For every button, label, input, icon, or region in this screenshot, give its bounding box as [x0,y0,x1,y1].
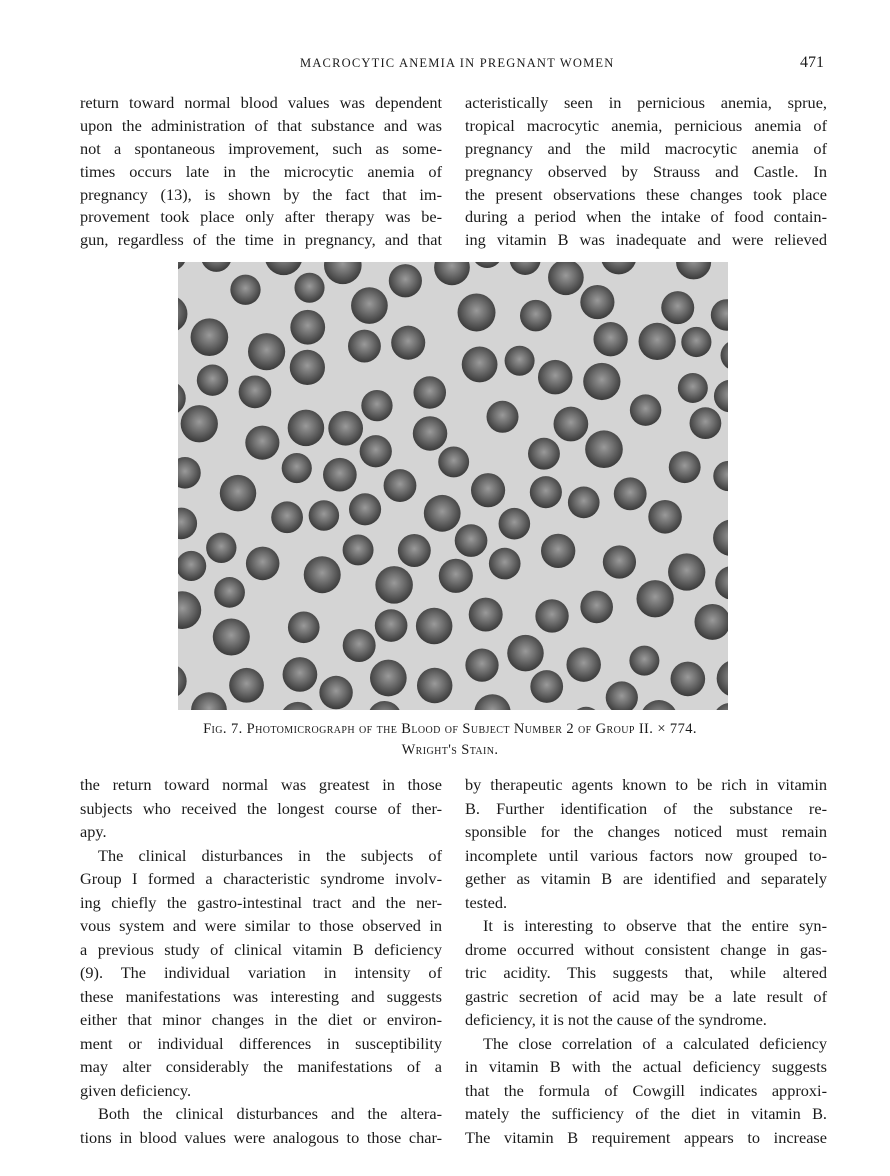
blood-cell [474,694,510,710]
blood-cell [214,577,245,608]
text-line: the return toward normal was greatest in those [80,775,442,794]
blood-cell [283,657,318,692]
text-line: vous system and were similar to those observed in [80,916,442,935]
blood-cell [717,660,728,697]
blood-cell [614,477,647,510]
blood-cell [583,363,620,400]
text-line: not a spontaneous improvement, such as some- [80,138,442,158]
blood-cell [681,327,711,357]
paragraph [465,773,827,914]
blood-cell [282,453,312,483]
blood-cell [361,390,392,421]
text-line: Group I formed a characteristic syndrome involv- [80,869,442,888]
text-line: The vitamin B requirement appears to increase [465,1127,827,1147]
blood-cell [245,426,279,460]
blood-cell [304,556,341,593]
blood-cell [294,273,324,303]
blood-cell [593,322,627,356]
blood-cell [178,551,206,581]
caption-line-2: Wright's Stain. [401,742,499,758]
running-title: MACROCYTIC ANEMIA IN PREGNANT WOMEN [300,56,615,70]
text-line: pregnancy (13), is shown by the fact that im- [80,184,442,204]
paragraph [80,844,442,1103]
text-line: deficiency, it is not the cause of the syndrome. [465,1010,767,1029]
blood-cell [181,405,218,442]
blood-cell [343,534,374,565]
blood-cell [487,401,519,433]
blood-cell [713,461,728,491]
blood-photomicrograph [178,262,728,710]
text-line: The close correlation of a calculated deficiency [483,1033,827,1053]
blood-cell [229,668,264,703]
blood-cell [191,318,229,356]
blood-cell [455,524,488,557]
blood-cell [601,262,637,274]
blood-cell [375,566,413,604]
blood-cell [413,416,447,450]
blood-cell [248,333,285,370]
paragraph [465,1032,827,1150]
bottom-right-column [465,773,827,1149]
blood-cell [510,262,541,275]
blood-cell [571,707,601,710]
blood-cell [178,591,201,629]
blood-cell [220,475,256,511]
blood-cell [668,553,705,590]
blood-cell [265,262,303,275]
blood-cell [280,702,315,710]
blood-cell [375,609,408,642]
blood-cell [603,545,636,578]
text-line: tropical macrocytic anemia, pernicious anemia of [465,115,827,135]
blood-cell [636,580,673,617]
blood-cell [580,591,613,624]
text-line: the present observations these changes took place [465,184,827,204]
blood-cell [489,548,521,580]
text-line: by therapeutic agents known to be rich in vitamin [465,775,827,794]
blood-cell [370,660,407,697]
blood-cell [213,619,250,656]
blood-cell [585,430,623,468]
blood-cells-image [178,262,728,710]
text-line: gether as vitamin B are identified and separately [465,869,827,888]
caption-line-1: Fig. 7. Photomicrograph of the Blood of Subject Number 2 of Group II. × 774. [203,721,697,737]
blood-cell [343,629,376,662]
blood-cell [438,446,469,477]
text-line: pregnancy observed by Strauss and Castle. In [465,161,827,181]
blood-cell [424,495,461,532]
blood-cell [391,326,425,360]
text-line: in vitamin B with the actual deficiency suggests [465,1057,827,1076]
blood-cell [324,262,362,284]
top-right-column [465,92,827,252]
text-line: acteristically seen in pernicious anemia, sprue, [465,93,827,112]
text-line: times occurs late in the microcytic anemia of [80,161,442,181]
blood-cell [530,476,562,508]
blood-cell [678,373,708,403]
blood-cell [465,648,498,681]
text-line: these manifestations was interesting and suggests [80,986,442,1006]
blood-cell [580,285,614,319]
text-line: sponsible for the changes noticed must remain [465,822,827,841]
blood-cell [690,407,722,439]
blood-cell [290,350,325,385]
text-line: gastric secretion of acid may be a late result of [465,986,827,1006]
text-line: The clinical disturbances in the subjects of [98,845,442,865]
paragraph [80,773,442,844]
blood-cell [319,676,352,709]
blood-cell [721,340,728,371]
blood-cell [368,701,402,710]
bottom-left-column [80,773,442,1149]
blood-cell [416,608,453,645]
blood-cell [328,411,363,446]
blood-cell [206,533,236,563]
blood-cell [417,668,452,703]
blood-cell [471,473,505,507]
blood-cell [458,293,496,331]
blood-cell [538,360,573,395]
blood-cell [535,599,568,632]
blood-cell [671,662,706,697]
text-line: tric acidity. This suggests that, while altered [465,963,827,982]
blood-cell [568,487,600,519]
blood-cell [541,534,575,568]
text-line: during a period when the intake of food contain- [465,207,827,227]
text-line: drome occurred without consistent change in gas- [465,939,827,959]
blood-cell [389,264,422,297]
blood-cell [714,380,728,412]
blood-cell [669,451,701,483]
text-line: apy. [80,822,107,841]
blood-cell [711,299,728,330]
blood-cell [348,330,381,363]
blood-cell [548,262,584,295]
blood-cell [469,598,503,632]
text-line: tested. [465,892,508,912]
blood-cell [439,559,473,593]
blood-cell [271,501,303,533]
blood-cell [360,435,392,467]
blood-cell [528,438,560,470]
blood-cell [246,547,280,581]
text-line: pregnancy and the mild macrocytic anemia of [465,138,827,158]
blood-cell [178,295,187,332]
text-line: upon the administration of that substance and was [80,115,442,135]
blood-cell [505,346,535,376]
blood-cell [351,287,388,324]
blood-cell [178,262,187,271]
blood-cell [566,647,600,681]
running-head [0,56,890,76]
blood-cell [288,611,320,643]
blood-cell [309,500,339,530]
text-line: incomplete until various factors now grouped to- [465,845,827,865]
blood-cell [197,364,228,395]
blood-cell [695,604,728,640]
text-line: either that minor changes in the diet or environ- [80,1010,442,1029]
blood-cell [530,670,563,703]
text-line: ing chiefly the gastro-intestinal tract and the ner- [80,892,442,912]
blood-cell [472,262,502,268]
blood-cell [178,508,197,540]
text-line: may alter considerably the manifestations of a [80,1057,442,1076]
blood-cell [413,376,446,409]
blood-cell [288,410,325,447]
blood-cell [191,692,227,710]
blood-cell [462,347,498,383]
blood-cell [434,262,470,285]
blood-cell [630,394,661,425]
top-left-column [80,92,442,252]
blood-cell [554,407,589,442]
blood-cell [239,376,272,409]
paragraph [465,92,827,252]
blood-cell [639,323,676,360]
blood-cell [629,646,659,676]
blood-cell [398,534,431,567]
blood-cell [384,469,417,502]
figure-caption [120,719,780,761]
text-line: return toward normal blood values was dependent [80,93,442,112]
blood-cell [676,262,711,279]
blood-cell [713,520,728,556]
text-line: Both the clinical disturbances and the altera- [98,1104,442,1123]
text-line: It is interesting to observe that the entire syn- [483,916,827,935]
text-line: ment or individual differences in susceptibility [80,1033,442,1053]
blood-cell [201,262,232,272]
paragraph [465,914,827,1032]
blood-cell [323,458,357,492]
blood-cell [713,703,728,710]
blood-cell [178,664,187,698]
text-line: that the formula of Cowgill indicates approxi- [465,1080,827,1100]
paragraph [80,92,442,252]
text-line: gun, regardless of the time in pregnancy, and that [80,230,442,250]
blood-cell [520,300,552,332]
blood-cell [606,681,638,710]
blood-cell [507,635,543,671]
blood-cell [349,493,381,525]
text-line: a previous study of clinical vitamin B deficiency [80,939,442,959]
blood-cell [230,275,260,305]
blood-cell [640,700,677,710]
text-line: ing vitamin B was inadequate and were relieved [465,230,827,250]
paragraph [80,1102,442,1149]
text-line: (9). The individual variation in intensity of [80,963,442,982]
blood-cell [178,381,186,415]
text-line: provement took place only after therapy was be- [80,207,442,227]
blood-cell [715,566,728,600]
page-number: 471 [800,54,824,71]
text-line: tions in blood values were analogous to those char- [80,1127,442,1147]
text-line: B. Further identification of the substance re- [465,798,827,818]
blood-cell [661,291,694,324]
text-line: subjects who received the longest course of ther- [80,798,442,818]
text-line: given deficiency. [80,1080,192,1100]
blood-cell [290,310,325,345]
blood-cell [178,457,201,489]
text-line: mately the sufficiency of the diet in vitamin B. [465,1104,827,1123]
blood-cell [648,500,682,534]
blood-cell [499,508,531,540]
